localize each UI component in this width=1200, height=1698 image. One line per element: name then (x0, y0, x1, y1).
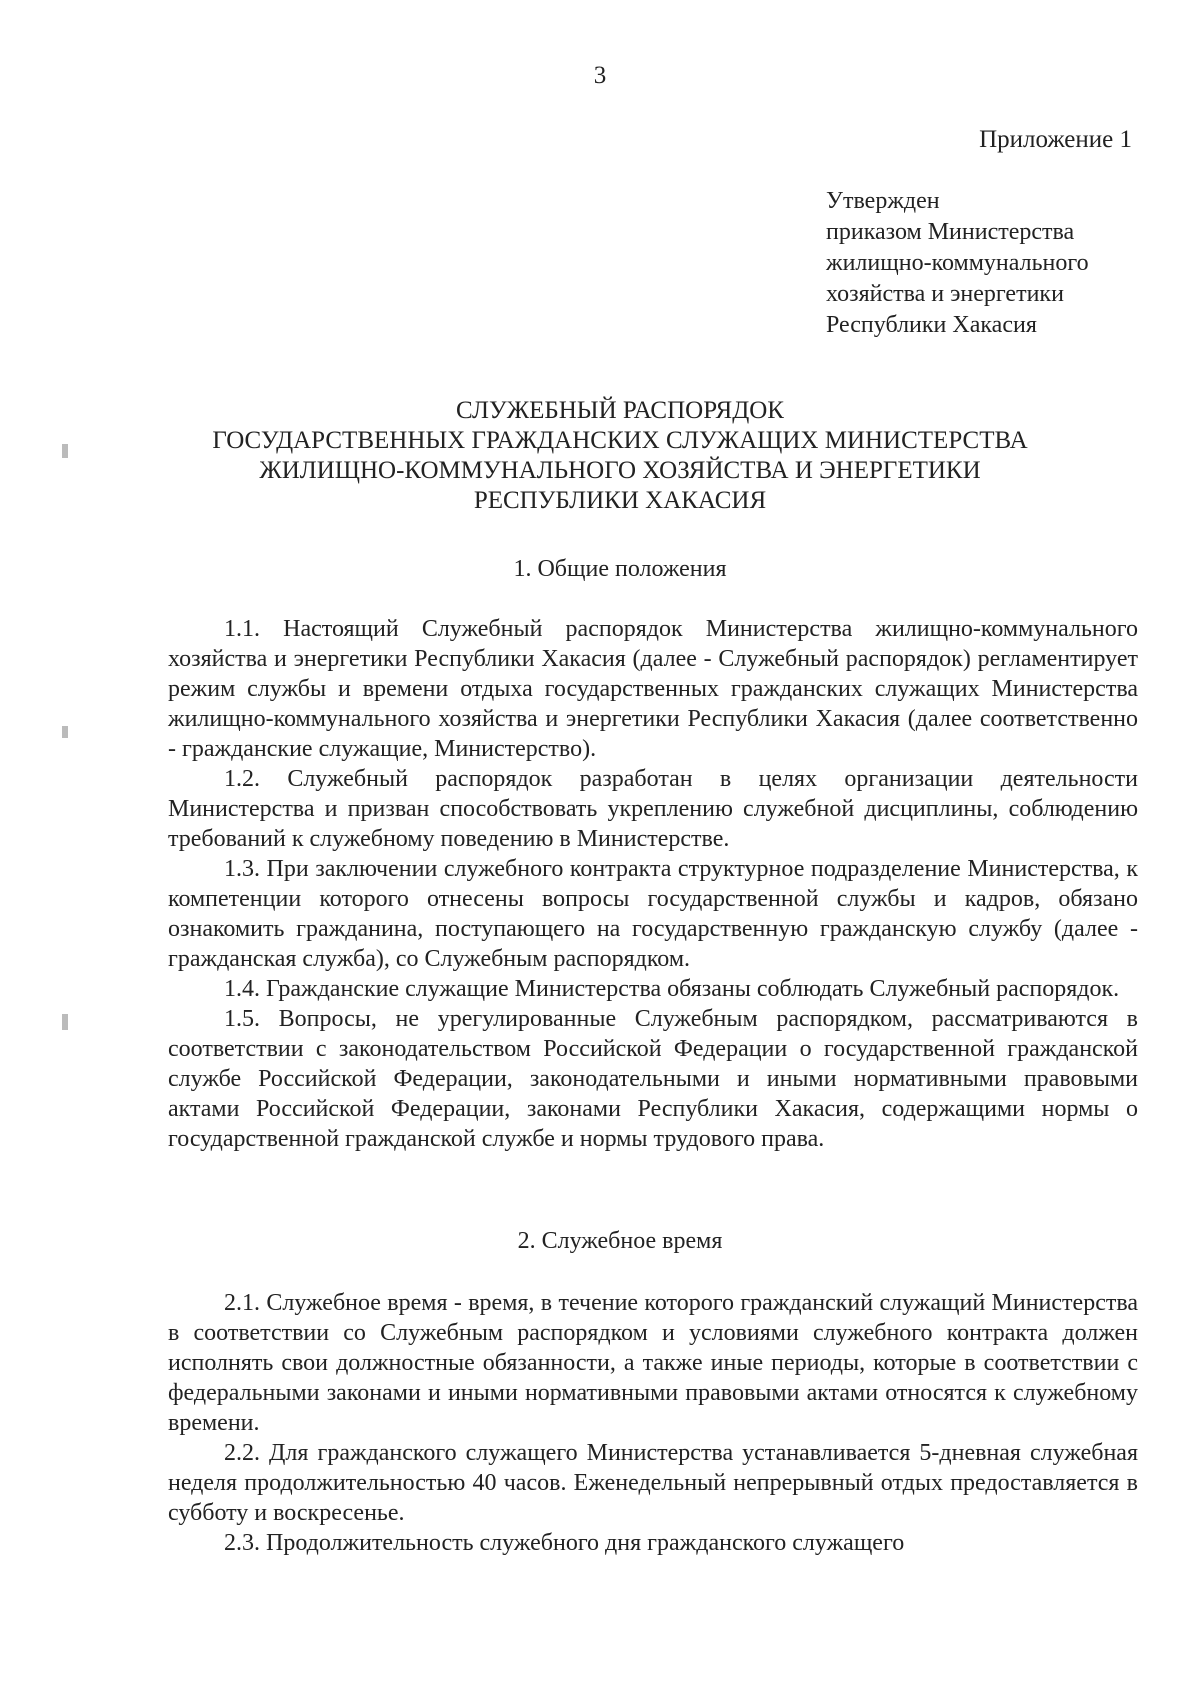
paragraph: 1.3. При заключении служебного контракта структурное подразделение Министерства, к компетенции которого отнесены вопросы государственной службы и кадров, обязано ознакомить гражданина, поступающего на государственную гражданскую службу (далее - гражданская служба), со Служебным распорядком. (168, 856, 1138, 972)
scan-mark (62, 1014, 68, 1030)
paragraph: 2.2. Для гражданского служащего Министерства устанавливается 5-дневная служебная неделя продолжительностью 40 часов. Еженедельный непрерывный отдых предоставляется в субботу и воскресенье. (168, 1440, 1138, 1526)
title-line: СЛУЖЕБНЫЙ РАСПОРЯДОК (456, 397, 784, 424)
approval-line: приказом Министерства (826, 219, 1075, 245)
scan-mark (62, 444, 68, 458)
approval-line: жилищно-коммунального (826, 250, 1089, 276)
title-line: ГОСУДАРСТВЕННЫХ ГРАЖДАНСКИХ СЛУЖАЩИХ МИНИСТЕРСТВА (212, 427, 1028, 454)
section-heading: 1. Общие положения (513, 556, 727, 582)
paragraph: 1.1. Настоящий Служебный распорядок Министерства жилищно-коммунального хозяйства и энергетики Республики Хакасия (далее - Служебный распорядок) регламентирует режим службы и времени отдыха государственных гражданских служащих Министерства жилищно-коммунального хозяйства и энергетики Республики Хакасия (далее соответственно - гражданские служащие, Министерство). (168, 616, 1138, 762)
paragraph: 1.2. Служебный распорядок разработан в целях организации деятельности Министерства и призван способствовать укреплению служебной дисциплины, соблюдению требований к служебному поведению в Министерстве. (168, 766, 1138, 852)
scan-mark (62, 726, 68, 738)
approval-line: Утвержден (826, 188, 940, 214)
paragraph: 1.4. Гражданские служащие Министерства обязаны соблюдать Служебный распорядок. (224, 976, 1120, 1002)
section-body (168, 614, 1138, 1154)
approval-block (826, 186, 1089, 341)
paragraph: 1.5. Вопросы, не урегулированные Служебным распорядком, рассматриваются в соответствии с законодательством Российской Федерации о государственной гражданской службе Российской Федерации, законодательными и иными нормативными правовыми актами Российской Федерации, законами Республики Хакасия, содержащими нормы о государственной гражданской службе и нормы трудового права. (168, 1006, 1138, 1152)
document-title (90, 396, 1150, 516)
approval-line: хозяйства и энергетики (826, 281, 1064, 307)
paragraph: 2.1. Служебное время - время, в течение которого гражданский служащий Министерства в соответствии со Служебным распорядком и условиями служебного контракта должен исполнять свои должностные обязанности, а также иные периоды, которые в соответствии с федеральными законами и иными нормативными правовыми актами относятся к служебному времени. (168, 1290, 1138, 1436)
approval-line: Республики Хакасия (826, 312, 1037, 338)
title-line: ЖИЛИЩНО-КОММУНАЛЬНОГО ХОЗЯЙСТВА И ЭНЕРГЕТИКИ (259, 457, 981, 484)
page-number: 3 (593, 62, 607, 89)
paragraph: 2.3. Продолжительность служебного дня гражданского служащего (224, 1530, 905, 1556)
section-heading: 2. Служебное время (517, 1228, 723, 1254)
section-body (168, 1288, 1138, 1558)
title-line: РЕСПУБЛИКИ ХАКАСИЯ (473, 487, 767, 514)
appendix-label: Приложение 1 (979, 126, 1132, 153)
